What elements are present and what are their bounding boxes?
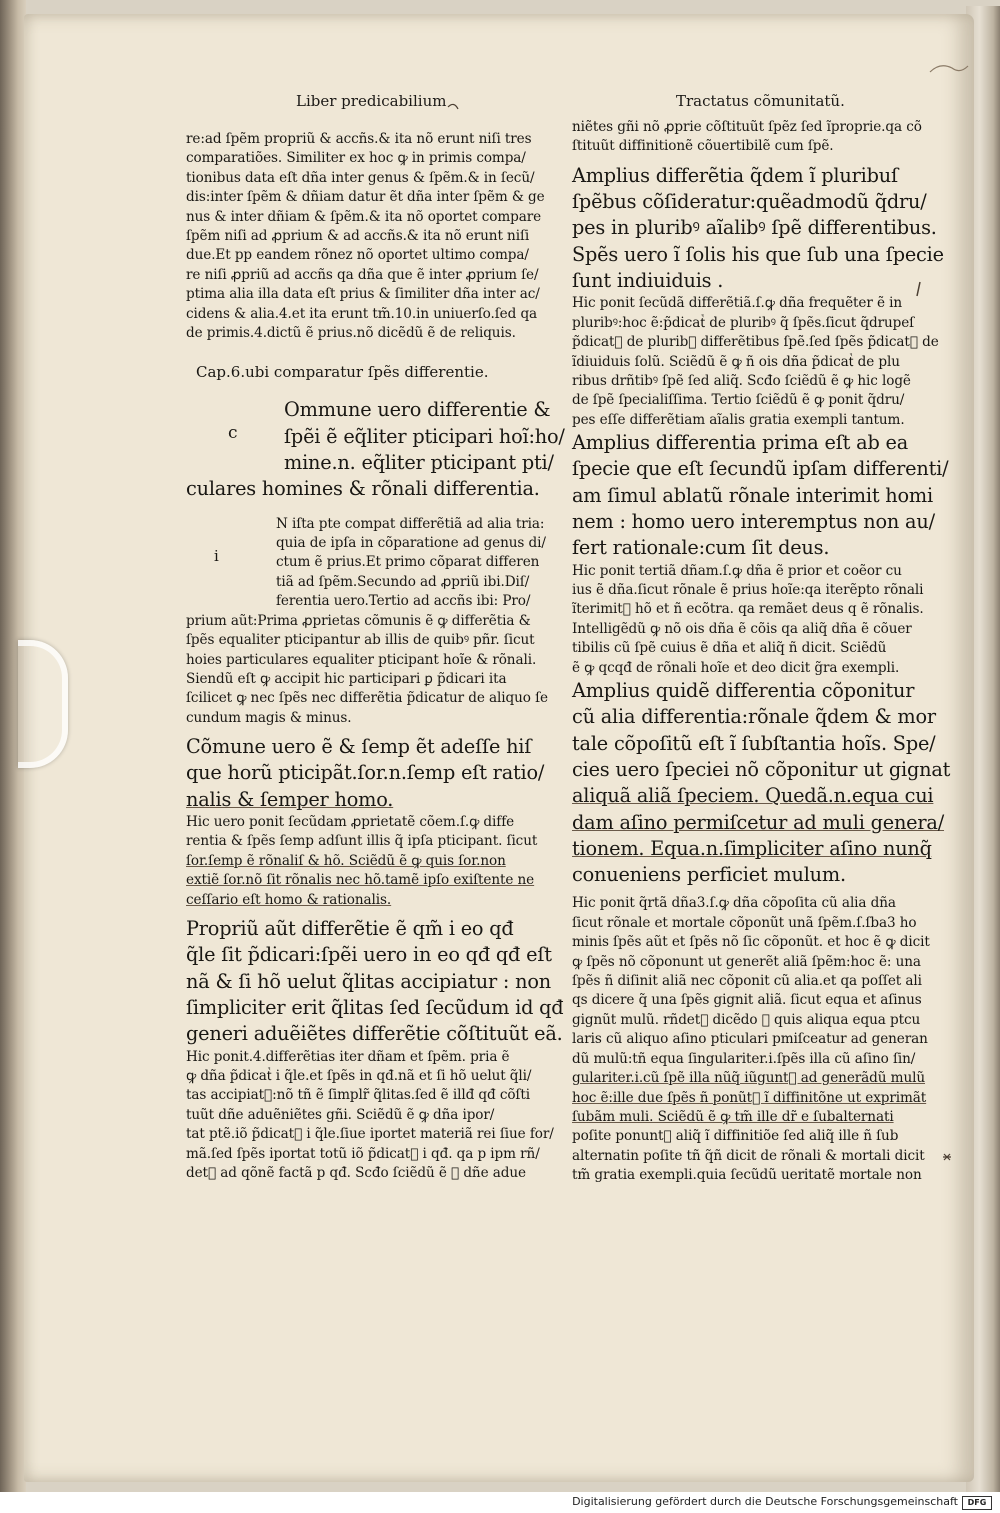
text-line: fert rationale:cum ſit deus. xyxy=(572,536,830,560)
text-line: tionem. Equa.n.ſimpliciter aſino nunq̃ xyxy=(572,836,932,860)
gloss-line: ſtituũt diffinitionẽ cõuertibilẽ cum ſpẽ. xyxy=(572,138,834,155)
gloss-line: Hic ponit tertiã dñam.ſ.ꝙ dña ẽ prior et coẽor cu xyxy=(572,562,902,579)
gloss-line: rentia & ſpẽs ſemp adſunt illis q̃ ipſa pticipant. ſicut xyxy=(186,833,538,850)
gloss-line: ptima alia illa data eſt prius & ſimiliter dña inter ac/ xyxy=(186,286,540,303)
text-line: Ommune uero differentie & xyxy=(284,398,551,422)
gloss-line: ĩterimitᷣ hõ et ñ ecõtra. qa remãet deus q ẽ rõnalis. xyxy=(572,601,924,618)
gloss-line: tas accipiatᷣ:nõ tñ ẽ ſimplr̃ q̃litas.ſed ẽ illđ qđ cõſti xyxy=(186,1087,530,1104)
gloss-line: nus & inter dñiam & ſpẽm.& ita nõ oportet compare xyxy=(186,208,542,225)
gloss-line: ſicut rõnale et mortale cõponũt unã ſpẽm.ſ.ſba3 ho xyxy=(572,914,917,931)
text-line: mine.n. eq̃liter pticipant pti/ xyxy=(284,451,554,475)
gloss-line: ctum ẽ prius.Et primo cõparat differen xyxy=(276,554,540,571)
text-line: Spẽs uero ĩ ſolis his que ſub una ſpecie xyxy=(572,242,944,266)
right-column xyxy=(572,118,951,1186)
gloss-line: ꝙ ſpẽs nõ cõponunt ut generẽt aliã ſpẽm:hoc ẽ: una xyxy=(572,953,921,970)
gloss-line: ſpẽs equaliter pticipantur ab illis de quibꝰ pñr. ſicut xyxy=(186,632,535,649)
gloss-line: ſpẽm niſi ad ꝓprium & ad accñs.& ita nõ erunt niſi xyxy=(186,228,530,245)
text-line: generi aduẽiẽtes differẽtie cõſtituũt eã. xyxy=(186,1022,563,1046)
text-line: Amplius differẽtia q̃dem ĩ pluribuſ xyxy=(572,163,898,187)
gloss-line: detᷣ ad qõnẽ factã p qđ. Scđo ſciẽdũ ẽ ꝙ dñe adue xyxy=(186,1164,526,1181)
gloss-line: pes eſſe differẽtiam aĩalis gratia exempli tantum. xyxy=(572,411,905,428)
gloss-line: Hic ponit.4.differẽtias iter dñam et ſpẽm. pria ẽ xyxy=(186,1048,510,1065)
left-gloss-1 xyxy=(186,130,556,343)
text-line: tale cõpoſitũ eſt ĩ ſubſtantia hoĩs. Spe/ xyxy=(572,731,936,755)
text-line: ſimpliciter erit q̃litas ſed ſecũdum id qđ xyxy=(186,995,564,1019)
gloss-line: tionibus data eſt dña inter genus & ſpẽm.& in ſecũ/ xyxy=(186,169,535,186)
gloss-line: niẽtes gñi nõ ꝓprie cõſtituũt ſpẽz ſed ĩproprie.qa cõ xyxy=(572,119,922,135)
paper-clip xyxy=(18,640,68,768)
gloss-line: gignũt mulũ. rñdetᷣ dicẽdo ꝙ quis aliqua equa ptcu xyxy=(572,1011,921,1028)
gloss-line: tm̃ gratia exempli.quia ſecũdũ ueritatẽ mortale non xyxy=(572,1167,922,1184)
gloss-line: qs dicere q̃ una ſpẽs gignit aliã. ſicut equa et aſinus xyxy=(572,992,922,1009)
dfg-logo: DFG xyxy=(962,1496,992,1510)
gloss-line: de ſpẽ ſpecialiſſima. Tertio ſciẽdũ ẽ ꝙ ponit q̃dru/ xyxy=(572,392,905,409)
gloss-line: ĩdiuiduis ſolũ. Sciẽdũ ẽ ꝙ ñ ois dña p̃dicatᷣ de plu xyxy=(572,353,900,370)
gloss-line: ẽ ꝙ qcqđ de rõnali hoĩe et deo dicit g̃ra exempli. xyxy=(572,659,900,676)
gloss-line: cidens & alia.4.et ita erunt tm̃.10.in uniuerſo.ſed qa xyxy=(186,305,538,322)
footer-bar xyxy=(0,1492,1000,1513)
gloss-line: tat ptẽ.iõ p̃dicatᷣ i q̃le.ſiue iportet materiã rei ſiue for/ xyxy=(186,1126,554,1143)
gloss-line: ius ẽ dña.ſicut rõnale ẽ prius hoĩe:qa iterẽpto rõnali xyxy=(572,582,924,599)
text-line: Amplius differentia prima eſt ab ea xyxy=(572,431,909,455)
gloss-line: ceſſario eſt homo & rationalis. xyxy=(186,891,392,908)
gloss-line: ſpẽs ñ diſinit aliã nec cõponit cũ alia.et qa poſſet ali xyxy=(572,973,922,990)
text-line: ſpẽi ẽ eq̃liter pticipari hoĩ:ho/ xyxy=(284,424,565,448)
text-line: aliquã aliã ſpeciem. Quedã.n.equa cui xyxy=(572,784,934,808)
gloss-line: alternatin poſite tñ q̃ñ dicit de rõnali & mortali dicit xyxy=(572,1147,925,1164)
text-line: cũ alia differentia:rõnale q̃dem & mor xyxy=(572,705,936,729)
gloss-line: poſite ponuntᷣ aliq̃ ĩ diffinitiõe ſed aliq̃ ille ñ ſub xyxy=(572,1128,899,1145)
gloss-line: ſubãm muli. Sciẽdũ ẽ ꝙ tm̃ ille dr̃ e ſubalternati xyxy=(572,1108,894,1125)
gloss-line: minis ſpẽs aũt et ſpẽs nõ ſic cõponũt. et hoc ẽ ꝙ dicit xyxy=(572,934,930,951)
text-line: Propriũ aũt differẽtie ẽ qm̃ i eo qđ xyxy=(186,917,514,941)
gloss-line: Siendũ eſt ꝙ accipit hic participari ꝑ p̃dicari ita xyxy=(186,670,507,687)
chapter-heading: Cap.6.ubi comparatur ſpẽs differentie. xyxy=(196,363,489,382)
text-line: conueniens perficiet mulum. xyxy=(572,863,846,887)
gloss-line: Intelligẽdũ ꝙ nõ ois dña ẽ cõis qa aliq̃ dña ẽ cõuer xyxy=(572,620,912,637)
gloss-line: Hic uero ponit ſecũdam ꝓprietatẽ cõem.ſ.ꝙ diffe xyxy=(186,814,515,831)
left-text-3 xyxy=(186,916,564,1047)
left-gloss-4 xyxy=(186,1048,556,1184)
gloss-line: ferentia uero.Tertio ad accñs ibi: Pro/ xyxy=(276,593,531,610)
text-line: cies uero ſpeciei nõ cõponitur ut gignat xyxy=(572,757,951,781)
gloss-line: tuũt dñe aduẽniẽtes gñi. Sciẽdũ ẽ ꝙ dña ipor/ xyxy=(186,1106,495,1123)
gloss-line: cundum magis & minus. xyxy=(186,709,352,726)
gloss-line: ſcilicet ꝙ nec ſpẽs nec differẽtia p̃dicatur de aliquo ſe xyxy=(186,690,548,707)
gloss-line: ribus drñtibꝰ ſpẽ ſed aliq̃. Scđo ſciẽdũ ẽ ꝙ hic logẽ xyxy=(572,372,911,389)
text-line: nalis & ſemper homo. xyxy=(186,787,394,811)
funding-note: Digitalisierung gefördert durch die Deutsche Forschungsgemeinschaft xyxy=(572,1495,958,1508)
gloss-line: tibilis cũ ſpẽ cuius ẽ dña et aliq̃ ñ dicit. Sciẽdũ xyxy=(572,640,887,657)
gloss-line: extiẽ ſor.nõ ſit rõnalis nec hõ.tamẽ ipſo exiſtente ne xyxy=(186,872,535,889)
left-gloss-3 xyxy=(186,813,556,910)
right-gloss-4 xyxy=(572,894,932,1185)
gloss-line: de primis.4.dictũ ẽ prius.nõ dicẽdũ ẽ de reliquis. xyxy=(186,325,516,342)
right-text-3 xyxy=(572,678,951,888)
guide-letter-c: c xyxy=(228,423,238,444)
text-line: que horũ pticipãt.ſor.n.ſemp eſt ratio/ xyxy=(186,761,545,785)
left-gloss-2 xyxy=(186,515,556,728)
text-line: ſpẽbus cõſideratur:quẽadmodũ q̃dru/ xyxy=(572,190,927,214)
text-line: Amplius quidẽ differentia cõponitur xyxy=(572,679,915,703)
left-text-2 xyxy=(186,734,556,813)
text-line: pes in pluribꝰ aĩalibꝰ ſpẽ differentibus. xyxy=(572,216,937,240)
text-line: Cõmune uero ẽ & ſemp ẽt adeſſe hiſ xyxy=(186,735,532,759)
right-gloss-3 xyxy=(572,562,932,678)
gloss-line: ſor.ſemp ẽ rõnaliſ & hõ. Sciẽdũ ẽ ꝙ quis ſor.non xyxy=(186,852,506,869)
text-line: dam aſino permiſcetur ad muli genera/ xyxy=(572,810,945,834)
gloss-line: dũ mulũ:tñ equa ſingulariter.i.ſpẽs illa cũ aſino ſin/ xyxy=(572,1050,916,1067)
gloss-line: re niſi ꝓpriũ ad accñs qa dña que ẽ inter ꝓprium ſe/ xyxy=(186,266,539,283)
gloss-line: mã.ſed ſpẽs iportat totũ iõ p̃dicatᷣ i qđ. qa p ipm rñ/ xyxy=(186,1145,540,1162)
text-line: ſunt indiuiduis . xyxy=(572,269,724,292)
text-line: am ſimul ablatũ rõnale interimit homi xyxy=(572,483,933,507)
gloss-line: re:ad ſpẽm propriũ & accñs.& ita nõ erunt niſi tres xyxy=(186,131,532,147)
right-text-2 xyxy=(572,430,949,561)
guide-letter-i: i xyxy=(214,546,219,565)
gloss-line: comparatiões. Similiter ex hoc ꝙ in primis compa/ xyxy=(186,150,526,167)
gloss-line: Hic ponit ſecũdã differẽtiã.ſ.ꝙ dña frequẽter ẽ in xyxy=(572,295,903,312)
gloss-line: prium aũt:Prima ꝓprietas cõmunis ẽ ꝙ differẽtia & xyxy=(186,612,531,629)
gloss-line: pluribꝰ:hoc ẽ:p̃dicatᷣ de pluribꝰ q̃ ſpẽs.ſicut q̃drupeſ xyxy=(572,314,915,331)
right-text-1 xyxy=(572,163,944,294)
text-line: q̃le ſit p̃dicari:ſpẽi uero in eo qđ qđ eſt xyxy=(186,943,552,967)
text-line: ſpecie que eſt ſecundũ ipſam differenti/ xyxy=(572,457,949,481)
left-text-1 xyxy=(186,397,565,502)
text-line: culares homines & rõnali differentia. xyxy=(186,477,540,501)
right-gloss-1 xyxy=(572,118,932,157)
gloss-line: ꝙ dña p̃dicatᷣ i q̃le.et ſpẽs in qđ.nã et ſi hõ uelut q̃li/ xyxy=(186,1067,532,1084)
gloss-line: hoc ẽ:ille due ſpẽs ñ ponũtᷣ ĩ diffinitõne ut exprimãt xyxy=(572,1089,927,1106)
gloss-line: gulariter.i.cũ ſpẽ illa nũq̃ iũguntᷣ ad generãdũ mulũ xyxy=(572,1070,926,1087)
gloss-line: due.Et pp eandem rõnez nõ oportet ultimo compa/ xyxy=(186,247,529,264)
left-column xyxy=(186,130,565,1183)
gloss-line: dis:inter ſpẽm & dñiam datur ẽt dña inter ſpẽm & ge xyxy=(186,189,545,206)
text-line: nã & ſi hõ uelut q̃litas accipiatur : non xyxy=(186,969,552,993)
gloss-line: quia de ipſa in cõparatione ad genus di/ xyxy=(276,535,546,552)
gloss-line: p̃dicatᷣ de pluribꝰ differẽtibus ſpẽ.ſed ſpẽs p̃dicatᷣ de xyxy=(572,334,939,351)
right-gloss-2 xyxy=(572,294,939,430)
gloss-line: tiã ad ſpẽm.Secundo ad ꝓpriũ ibi.Diſ/ xyxy=(276,573,530,590)
text-line: nem : homo uero interemptus non au/ xyxy=(572,510,935,534)
gloss-line: Hic ponit q̃rtã dña3.ſ.ꝙ dña cõpoſita cũ alia dña xyxy=(572,895,896,912)
running-head-left: Liber predicabilium xyxy=(296,92,447,110)
gloss-line: laris cũ aliquo aſino pticulari pmiſceatur ad generan xyxy=(572,1031,928,1048)
gloss-line: hoies particulares equaliter pticipant hoĩe & rõnali. xyxy=(186,651,537,668)
gloss-line: N iſta pte compat differẽtiã ad alia tria: xyxy=(276,515,545,532)
running-head-right: Tractatus cõmunitatũ. xyxy=(676,92,845,110)
